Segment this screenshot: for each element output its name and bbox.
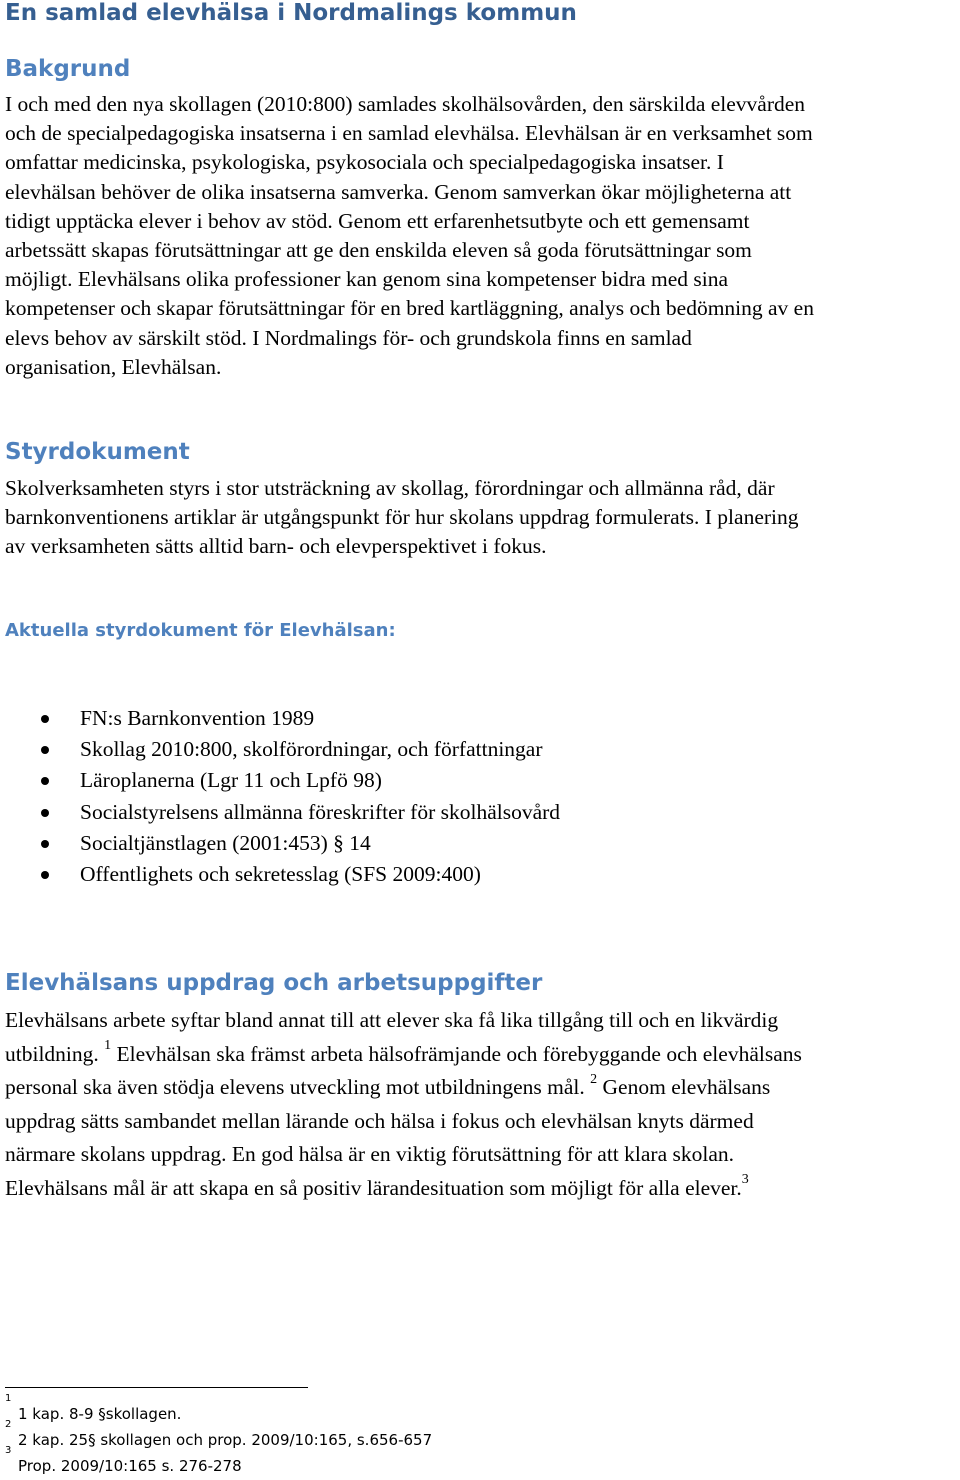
list-item-text: Socialtjänstlagen (2001:453) § 14 bbox=[80, 830, 371, 855]
text-line: arbetssätt skapas förutsättningar att ge den enskilda eleven så goda förutsättningar som bbox=[5, 237, 752, 262]
heading-styrdokument: Styrdokument bbox=[5, 439, 190, 465]
footnote-text: 2 kap. 25§ skollagen och prop. 2009/10:165, s.656-657 bbox=[18, 1431, 433, 1449]
list-item-text: FN:s Barnkonvention 1989 bbox=[80, 706, 315, 730]
text-line: elevs behov av särskilt stöd. I Nordmalings för- och grundskola finns en samlad bbox=[5, 325, 692, 350]
page-title: En samlad elevhälsa i Nordmalings kommun bbox=[5, 0, 577, 26]
text-line: barnkonventionens artiklar är utgångspunkt för hur skolans uppdrag formulerats. I planering bbox=[5, 505, 799, 530]
text-line: av verksamheten sätts alltid barn- och elevperspektivet i fokus. bbox=[5, 534, 547, 559]
heading-uppdrag: Elevhälsans uppdrag och arbetsuppgifter bbox=[5, 970, 543, 996]
footnote-ref[interactable]: 1 bbox=[104, 1038, 112, 1054]
bullet-icon bbox=[41, 715, 49, 723]
paragraph-uppdrag bbox=[5, 1004, 960, 1205]
text-line: I och med den nya skollagen (2010:800) samlades skolhälsovården, den särskilda elevvården bbox=[5, 92, 806, 116]
footnote-ref[interactable]: 2 bbox=[590, 1071, 598, 1087]
text-segment: Genom elevhälsans bbox=[597, 1075, 771, 1099]
footnote-ref[interactable]: 3 bbox=[741, 1172, 749, 1188]
text-line: elevhälsan behöver de olika insatserna samverka. Genom samverkan ökar möjligheterna att bbox=[5, 179, 792, 204]
text-line bbox=[5, 1038, 960, 1072]
text-line: närmare skolans uppdrag. En god hälsa är en viktig förutsättning för att klara skolan. bbox=[5, 1142, 735, 1166]
footnote-text: Prop. 2009/10:165 s. 276-278 bbox=[18, 1457, 242, 1475]
text-line: Skolverksamheten styrs i stor utsträckning av skollag, förordningar och allmänna råd, där bbox=[5, 476, 775, 500]
list-item-text: Skollag 2010:800, skolförordningar, och författningar bbox=[80, 737, 543, 762]
text-line: organisation, Elevhälsan. bbox=[5, 354, 222, 379]
footnote-text: 1 kap. 8-9 §skollagen. bbox=[18, 1405, 182, 1423]
footnote-number: 3 bbox=[5, 1445, 12, 1456]
bullet-icon bbox=[41, 777, 49, 785]
text-line: omfattar medicinska, psykologiska, psykosociala och specialpedagogiska insatser. I bbox=[5, 150, 724, 175]
text-line bbox=[5, 1172, 960, 1206]
text-line: uppdrag sätts sambandet mellan lärande och hälsa i fokus och elevhälsan knyts därmed bbox=[5, 1108, 754, 1133]
text-segment: personal ska även stödja elevens utveckling mot utbildningens mål. bbox=[5, 1075, 591, 1099]
heading-aktuella-styrdokument: Aktuella styrdokument för Elevhälsan: bbox=[5, 620, 396, 641]
footnote-number: 2 bbox=[5, 1419, 12, 1430]
footnote-separator bbox=[5, 1387, 308, 1388]
bullet-icon bbox=[41, 746, 49, 754]
text-line: tidigt upptäcka elever i behov av stöd. Genom ett erfarenhetsutbyte och ett gemensamt bbox=[5, 208, 750, 233]
paragraph-styrdokument bbox=[5, 474, 960, 562]
list-item-text: Offentlighets och sekretesslag (SFS 2009:400) bbox=[80, 861, 481, 886]
paragraph-bakgrund bbox=[5, 90, 960, 382]
text-line bbox=[5, 1071, 960, 1105]
text-segment: Elevhälsan ska främst arbeta hälsofrämjande och förebyggande och elevhälsans bbox=[111, 1041, 802, 1066]
text-segment: utbildning. bbox=[5, 1041, 105, 1066]
text-line: möjligt. Elevhälsans olika professioner kan genom sina kompetenser bidra med sina bbox=[5, 267, 729, 292]
bullet-icon bbox=[41, 840, 49, 848]
heading-bakgrund: Bakgrund bbox=[5, 56, 131, 82]
text-line: Elevhälsans arbete syftar bland annat till att elever ska få lika tillgång till och en likvärdig bbox=[5, 1008, 779, 1032]
text-segment: Elevhälsans mål är att skapa en så positiv lärandesituation som möjligt för alla elever. bbox=[5, 1175, 742, 1200]
bullet-icon bbox=[41, 809, 49, 817]
bullet-icon bbox=[41, 871, 49, 879]
text-line: och de specialpedagogiska insatserna i en samlad elevhälsa. Elevhälsan är en verksamhet som bbox=[5, 121, 813, 146]
list-item-text: Socialstyrelsens allmänna föreskrifter för skolhälsovård bbox=[80, 799, 561, 824]
footnote-number: 1 bbox=[5, 1393, 12, 1404]
list-item-text: Läroplanerna (Lgr 11 och Lpfö 98) bbox=[80, 768, 382, 793]
text-line: kompetenser och skapar förutsättningar för en bred kartläggning, analys och bedömning av en bbox=[5, 296, 814, 321]
